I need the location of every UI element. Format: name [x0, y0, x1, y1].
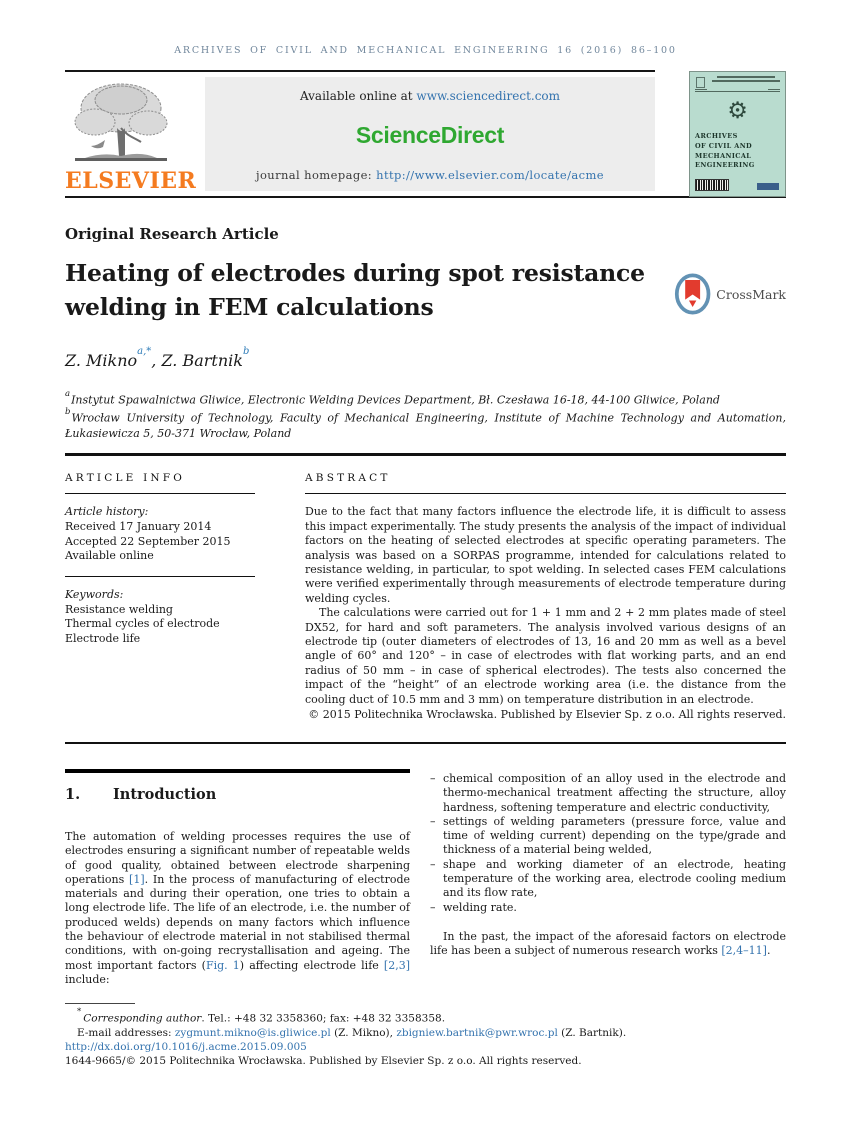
email-addresses-note: E-mail addresses: zygmunt.mikno@is.gliwice.pl (Z. Mikno), zbigniew.bartnik@pwr.wroc.pl (Z. Bartnik).	[77, 1026, 627, 1039]
email-link-mikno[interactable]: zygmunt.mikno@is.gliwice.pl	[174, 1026, 331, 1039]
journal-homepage-label: journal homepage:	[255, 168, 373, 182]
keyword-3: Electrode life	[65, 631, 141, 645]
factor-list	[430, 772, 786, 915]
email-link-bartnik[interactable]: zbigniew.bartnik@pwr.wroc.pl	[396, 1026, 558, 1039]
figure-1-link[interactable]: Fig. 1	[205, 958, 240, 972]
issn-copyright-line: 1644-9665/© 2015 Politechnika Wrocławska. Published by Elsevier Sp. z o.o. All rights reserved.	[65, 1054, 582, 1067]
keyword-1: Resistance welding	[65, 602, 173, 616]
list-item: – shape and working diameter of an electrode, heating temperature of the working area, electrode cooling medium and its flow rate,	[430, 857, 786, 900]
author-2-affiliation-link[interactable]: b	[242, 345, 250, 357]
author-line: Z. Mikno$^{a,*}$, Z. Bartnik$^b$	[65, 345, 250, 370]
banner-bottom-rule	[65, 196, 786, 198]
cover-barcode	[695, 179, 729, 191]
crossmark-label: CrossMark	[716, 286, 786, 302]
journal-homepage-link[interactable]: http://www.elsevier.com/locate/acme	[376, 168, 605, 182]
article-info-column	[65, 472, 255, 723]
section-heading-bar	[65, 769, 410, 773]
author-1-affiliation-link[interactable]: a,*	[137, 345, 152, 357]
author-1: Z. Mikno	[65, 351, 138, 370]
elsevier-logo[interactable]	[65, 72, 203, 196]
journal-citation-line: ARCHIVES OF CIVIL AND MECHANICAL ENGINEERING 16 (2016) 86–100	[174, 45, 677, 56]
list-item: – settings of welding parameters (pressure force, value and time of welding current) depending on the type/grade and thickness of a material being welded,	[430, 814, 786, 857]
available-online-label: Available online at	[299, 89, 413, 103]
abstract-paragraph-2: The calculations were carried out for 1 + 1 mm and 2 + 2 mm plates made of steel DX52, for hard and soft parameters. The analysis involved various designs of an electrode tip (outer diameters of electrodes of 13, 16 and 20 mm as well as a bevel angle of 60° and 120° – in case of electrodes with flat working parts, and an end radius of 50 mm – in case of spherical electrodes). The tests also concerned the impact of the “height” of an electrode working area (i.e. the distance from the cooling duct of 10.5 mm and 3 mm) on temperature distribution in an electrode.	[305, 606, 786, 706]
sciencedirect-url-link[interactable]: www.sciencedirect.com	[416, 89, 561, 103]
history-received: Received 17 January 2014	[65, 519, 212, 533]
history-accepted: Accepted 22 September 2015	[65, 534, 231, 548]
sciencedirect-wordmark: ScienceDirect	[355, 122, 505, 148]
cover-masthead-lines	[711, 76, 780, 82]
doi-link[interactable]: http://dx.doi.org/10.1016/j.acme.2015.09.005	[65, 1040, 307, 1053]
elsevier-wordmark: ELSEVIER	[65, 168, 197, 194]
author-2: Z. Bartnik	[161, 351, 243, 370]
keywords-label: Keywords:	[65, 588, 124, 602]
gear-icon: ⚙	[727, 98, 748, 124]
list-item: – chemical composition of an alloy used in the electrode and thermo-mechanical treatment affecting the structure, alloy hardness, softening temperature and electric conductivity,	[430, 771, 786, 814]
cover-issn-chip	[757, 183, 779, 190]
affiliation-a: $^a$Instytut Spawalnictwa Gliwice, Electronic Welding Devices Department, Bł. Czesława 16-18, 44-100 Gliwice, Poland	[65, 389, 720, 407]
citation-link-2-4-11[interactable]: [2,4–11]	[721, 944, 767, 958]
article-type-label: Original Research Article	[65, 225, 279, 243]
footnote-area	[65, 1003, 786, 1068]
journal-banner	[65, 70, 786, 198]
list-item: – welding rate.	[430, 900, 517, 914]
section-title: Introduction	[113, 785, 217, 803]
footnote-rule	[65, 1003, 135, 1004]
section-number: 1.	[65, 785, 81, 803]
crossmark-icon	[674, 271, 711, 317]
citation-link-2-3[interactable]: [2,3]	[383, 958, 410, 972]
article-title: Heating of electrodes during spot resistance welding in FEM calculations	[65, 259, 645, 321]
body-left-column	[65, 769, 410, 987]
elsevier-tree-icon	[65, 78, 177, 166]
corresponding-author-note: *Corresponding author. Tel.: +48 32 3358360; fax: +48 32 3358358.	[77, 1007, 446, 1025]
crossmark-badge[interactable]	[674, 256, 786, 324]
cover-subheader-rule	[695, 89, 780, 93]
introduction-paragraph-2: In the past, the impact of the aforesaid factors on electrode life has been a subject of numerous research works [2,4–11].	[430, 929, 786, 958]
section-heading	[65, 786, 410, 803]
abstract-heading: ABSTRACT	[305, 471, 391, 484]
abstract-column	[305, 472, 786, 723]
journal-cover-thumbnail[interactable]	[689, 71, 786, 197]
introduction-paragraph-1: The automation of welding processes requires the use of electrodes ensuring a significant number of repeatable welds of good quality, obtained between electrode sharpening operations [1]. In the process of manufacturing of electrode materials and during their operation, one tries to obtain a long electrode life. The life of an electrode, i.e. the number of produced welds) depends on many factors which influence the behaviour of electrode material in not stabilised thermal conditions, with on-going recrystallisation and ageing. The most important factors (Fig. 1) affecting electrode life [2,3] include:	[65, 829, 410, 986]
citation-link-1[interactable]: [1]	[129, 872, 145, 886]
abstract-paragraph-1: Due to the fact that many factors influence the electrode life, it is difficult to assess this impact experimentally. The study presents the analysis of the impact of individual factors on the heating of selected electrodes at specific operating parameters. The analysis was based on a SORPAS programme, intended for calculations related to resistance welding, in particular, to spot welding. In selected cases FEM calculations were verified experimentally through measurements of electrode temperature during welding cycles.	[305, 505, 786, 605]
article-info-heading: ARTICLE INFO	[65, 471, 186, 484]
abstract-body-divider	[65, 742, 786, 744]
cover-crest-icon	[696, 77, 705, 88]
abstract-copyright: © 2015 Politechnika Wrocławska. Published by Elsevier Sp. z o.o. All rights reserved.	[308, 708, 786, 721]
cover-title: ARCHIVES OF CIVIL AND MECHANICAL ENGINEERING	[695, 132, 755, 170]
sciencedirect-banner	[205, 77, 655, 191]
body-right-column	[430, 769, 786, 987]
affiliation-b: $^b$Wrocław University of Technology, Faculty of Mechanical Engineering, Institute of Machine Technology and Automation, Łukasiewicza 5, 50-371 Wrocław, Poland	[65, 407, 786, 441]
history-available: Available online	[65, 549, 154, 563]
article-history-label: Article history:	[65, 505, 149, 519]
affiliations	[65, 390, 786, 442]
keyword-2: Thermal cycles of electrode	[65, 617, 220, 631]
